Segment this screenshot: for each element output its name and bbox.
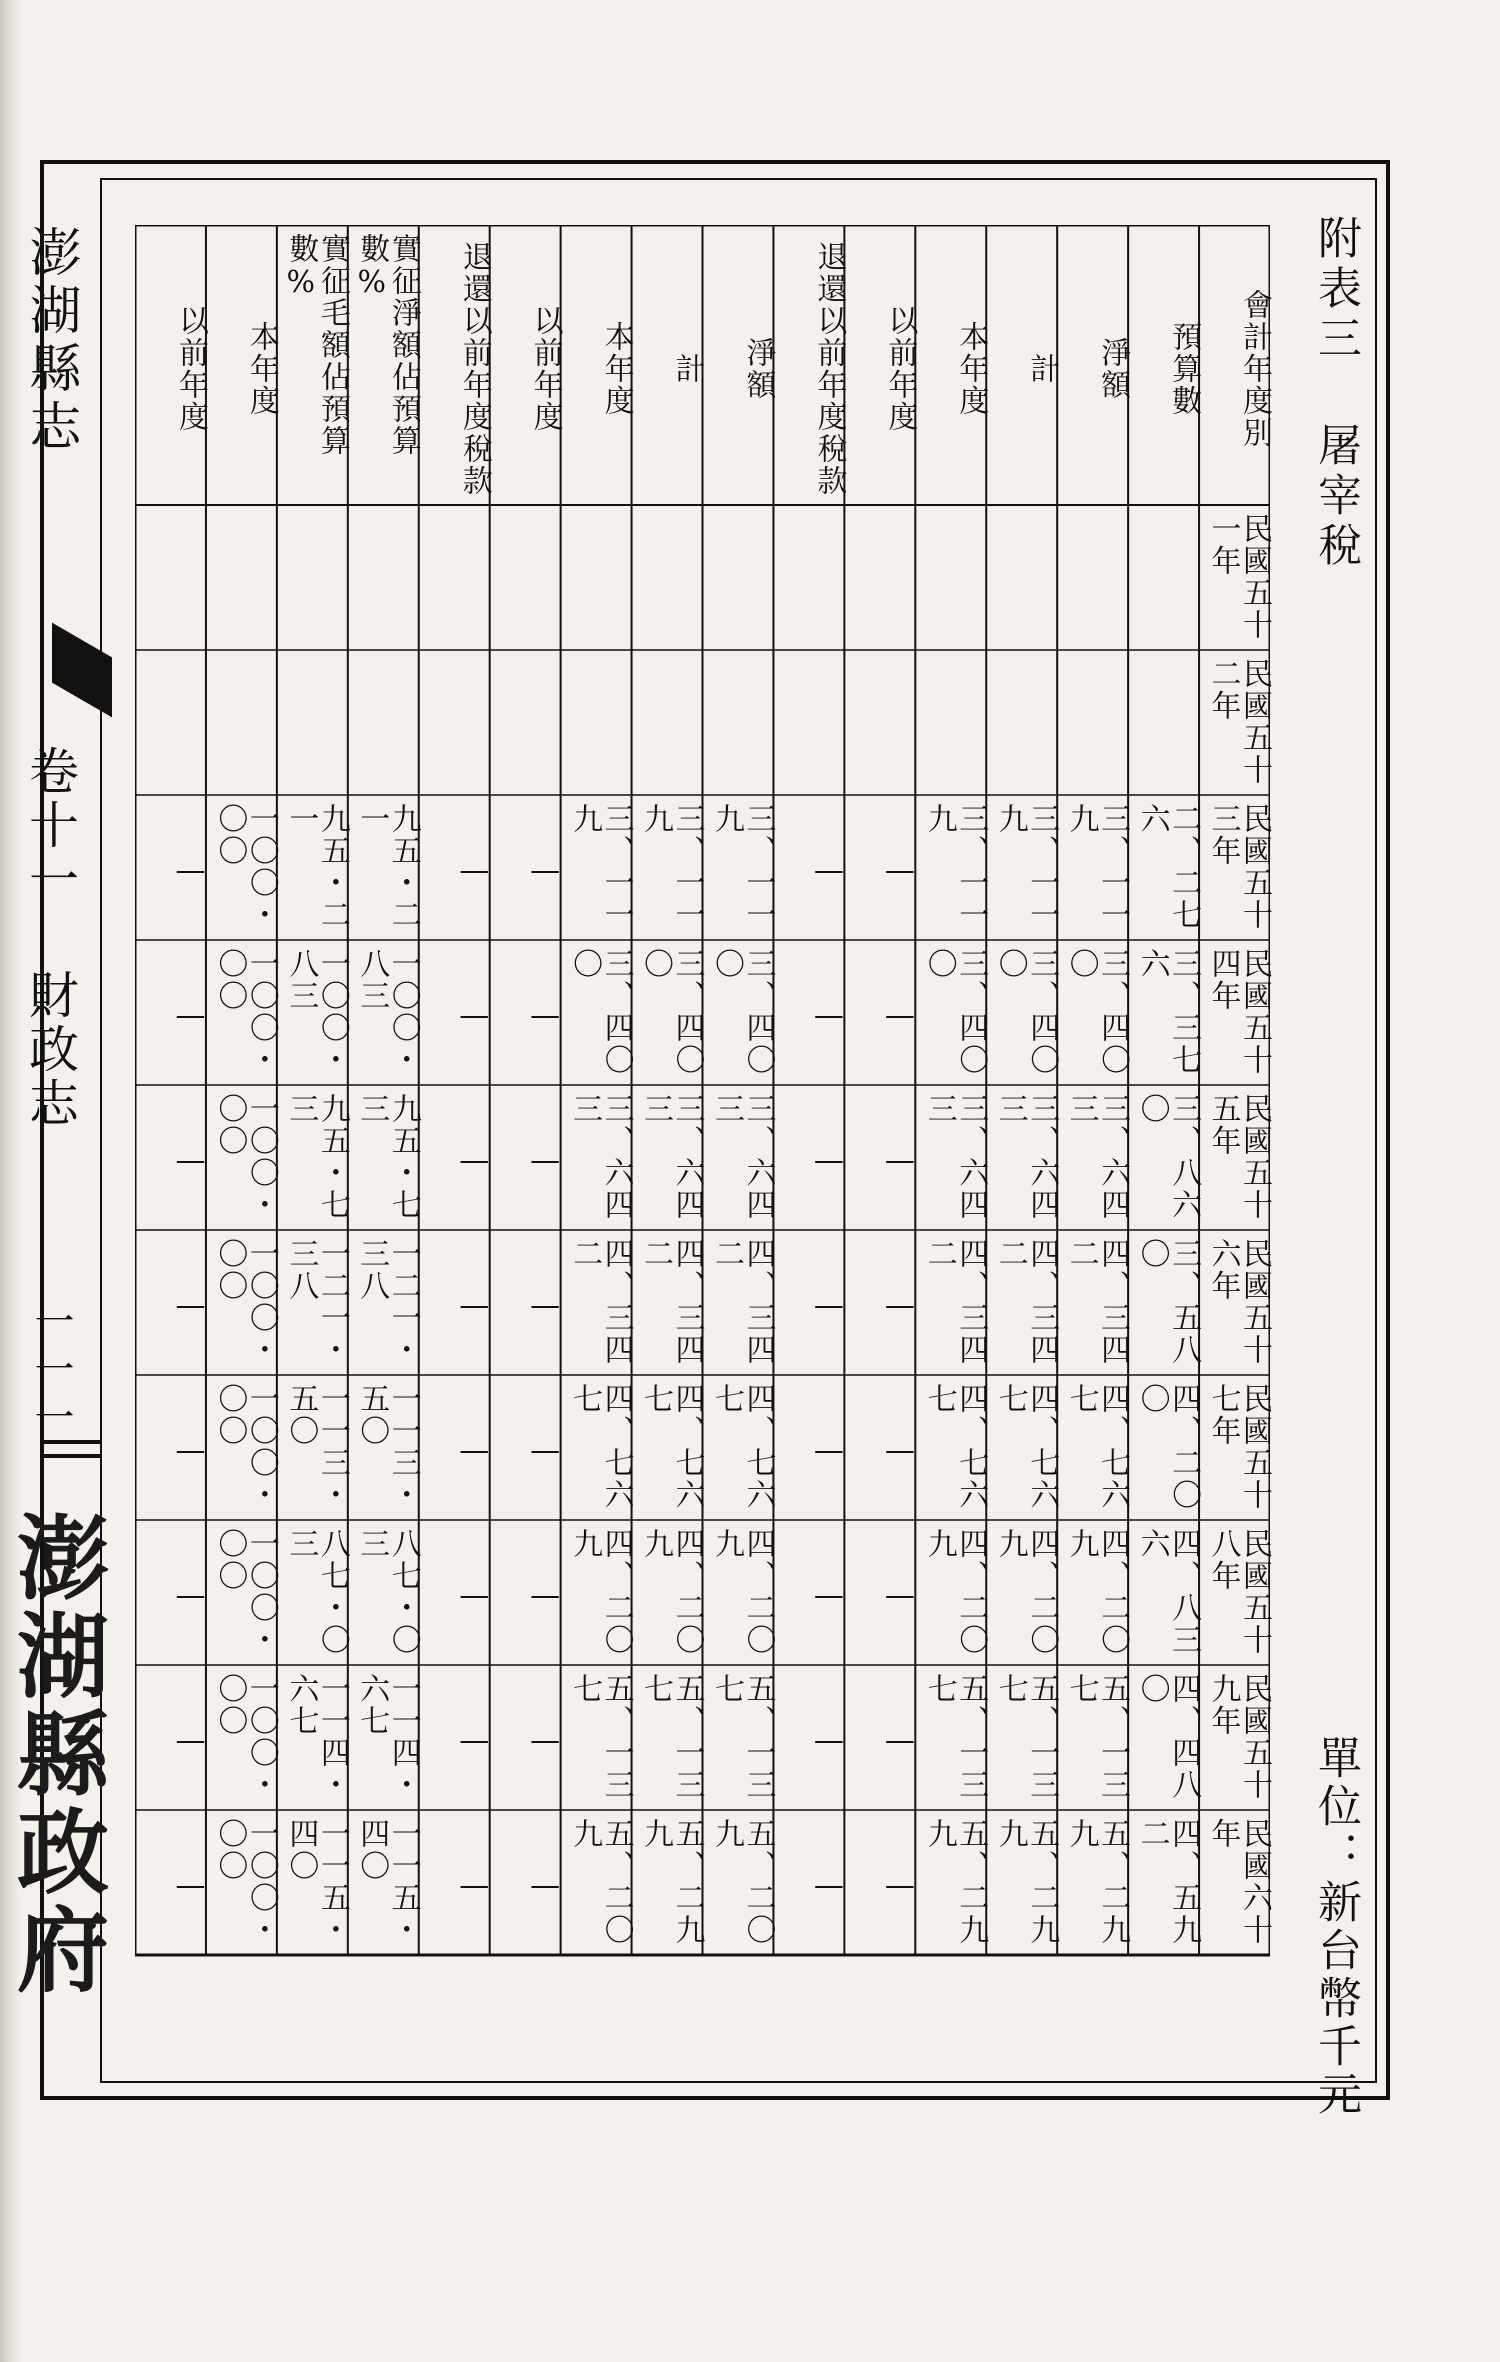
table-cell: 四、二〇九 bbox=[1063, 1528, 1131, 1656]
unit-label: 單位：新台幣千元 bbox=[1310, 1735, 1361, 2119]
table-cell: 一〇〇・〇〇 bbox=[212, 1528, 279, 1656]
table-cell: — bbox=[172, 1288, 208, 1325]
table-cell: 三、三七六 bbox=[1134, 948, 1202, 1076]
table-cell: — bbox=[811, 998, 847, 1035]
table-cell: 四、二〇九 bbox=[992, 1528, 1060, 1656]
table-cell bbox=[135, 650, 206, 795]
table-cell: — bbox=[882, 998, 918, 1035]
table-cell: 三、六四三 bbox=[992, 1093, 1060, 1221]
table-cell: 三、五八〇 bbox=[1134, 1238, 1202, 1366]
table-cell bbox=[419, 650, 490, 795]
table-cell: — bbox=[456, 853, 492, 890]
table-cell: — bbox=[527, 1143, 563, 1180]
table-cell: — bbox=[882, 1433, 918, 1470]
table-cell: 一一五・四〇 bbox=[354, 1818, 421, 1946]
table-cell: — bbox=[811, 1578, 847, 1615]
table-cell: 五、一三七 bbox=[992, 1673, 1060, 1801]
table-heading: 附表三 屠宰稅 bbox=[1310, 215, 1361, 572]
table-cell bbox=[915, 650, 986, 795]
table-cell: 四、三四二 bbox=[567, 1238, 634, 1366]
table-cell: 三、六四三 bbox=[708, 1093, 776, 1221]
header-assessed_gross_current: 本年度 bbox=[953, 321, 989, 417]
table-cell: 三、四〇〇 bbox=[708, 948, 776, 1076]
table-cell: 一一四・六七 bbox=[354, 1673, 421, 1801]
table-cell: 三、一一九 bbox=[708, 803, 776, 931]
table-cell: 五、一三七 bbox=[638, 1673, 705, 1801]
table-cell bbox=[986, 505, 1057, 650]
table-cell: 一〇〇・八三 bbox=[283, 948, 350, 1076]
table-cell bbox=[206, 650, 277, 795]
margin-double-rule bbox=[40, 1440, 100, 1458]
tax-table bbox=[135, 225, 1270, 2115]
table-cell: 一〇〇・〇〇 bbox=[212, 1383, 279, 1511]
table-cell: — bbox=[811, 1143, 847, 1180]
table-cell: 八七・〇三 bbox=[283, 1528, 350, 1656]
table-cell: 三、一一九 bbox=[992, 803, 1060, 931]
table-cell: — bbox=[172, 1143, 208, 1180]
table-cell: 九五・二一 bbox=[354, 803, 421, 931]
table-cell: 二、二七六 bbox=[1134, 803, 1202, 931]
table-cell: 一一五・四〇 bbox=[283, 1818, 350, 1946]
table-cell bbox=[915, 505, 986, 650]
table-cell: — bbox=[527, 1723, 563, 1760]
table-cell: 五、二九九 bbox=[1063, 1818, 1131, 1946]
volume-title: 卷十一 財政志 bbox=[21, 745, 79, 1131]
table-cell: 三、一一九 bbox=[921, 803, 989, 931]
table-cell: 四、三四二 bbox=[992, 1238, 1060, 1366]
table-cell: 三、一一九 bbox=[567, 803, 634, 931]
table-cell: 五、一三七 bbox=[1063, 1673, 1131, 1801]
table-cell: — bbox=[882, 1143, 918, 1180]
table-cell bbox=[773, 505, 844, 650]
table-cell: 四、三四二 bbox=[708, 1238, 776, 1366]
table-cell bbox=[135, 505, 206, 650]
table-cell: 三、八六〇 bbox=[1134, 1093, 1202, 1221]
table-cell: 民國五十三年 bbox=[1205, 803, 1272, 931]
table-cell bbox=[561, 505, 632, 650]
table-cell: — bbox=[527, 998, 563, 1035]
table-cell: 一一三・五〇 bbox=[283, 1383, 350, 1511]
table-cell: — bbox=[527, 1433, 563, 1470]
table-cell: 民國六十年 bbox=[1205, 1818, 1272, 1946]
header-collected_refund: 退還以前年度稅款 bbox=[456, 241, 492, 497]
table-cell bbox=[561, 650, 632, 795]
table-cell: — bbox=[456, 1433, 492, 1470]
table-cell: 民國五十五年 bbox=[1205, 1093, 1272, 1221]
table-cell bbox=[348, 650, 419, 795]
table-cell: — bbox=[527, 1288, 563, 1325]
table-cell bbox=[277, 505, 348, 650]
table-cell: — bbox=[172, 998, 208, 1035]
header-gross_pct: 實征毛額佔預算數% bbox=[283, 233, 350, 457]
table-cell: 三、四〇〇 bbox=[567, 948, 634, 1076]
table-cell: 五、二〇九 bbox=[567, 1818, 634, 1946]
header-collected_gross_current: 本年度 bbox=[598, 321, 634, 417]
table-cell: 四、二〇〇 bbox=[1134, 1383, 1202, 1511]
table-cell: 一〇〇・〇〇 bbox=[212, 1238, 279, 1366]
table-cell: 四、七六七 bbox=[921, 1383, 989, 1511]
table-cell bbox=[632, 505, 703, 650]
table-cell: 三、六四三 bbox=[567, 1093, 634, 1221]
table-cell: 五、一三七 bbox=[567, 1673, 634, 1801]
header-budget: 預算數 bbox=[1166, 321, 1202, 417]
table-cell bbox=[277, 650, 348, 795]
table-cell: 八七・〇三 bbox=[354, 1528, 421, 1656]
table-cell: 一〇〇・〇〇 bbox=[212, 803, 279, 931]
table-cell: — bbox=[527, 1868, 563, 1905]
table-cell: 九五・二一 bbox=[283, 803, 350, 931]
table-cell bbox=[1128, 505, 1199, 650]
table-cell: — bbox=[172, 1868, 208, 1905]
table-cell: — bbox=[811, 1288, 847, 1325]
table-cell: — bbox=[882, 1578, 918, 1615]
table-cell: — bbox=[811, 1723, 847, 1760]
table-cell: — bbox=[172, 1433, 208, 1470]
table-cell: 四、七六七 bbox=[638, 1383, 705, 1511]
table-cell: 四、四八〇 bbox=[1134, 1673, 1202, 1801]
table-cell: — bbox=[456, 998, 492, 1035]
table-cell: — bbox=[527, 853, 563, 890]
header-collected_gross_total: 計 bbox=[669, 353, 705, 385]
table-cell: 一一三・五〇 bbox=[354, 1383, 421, 1511]
table-cell: 五、二九九 bbox=[992, 1818, 1060, 1946]
table-cell: 一二一・三八 bbox=[283, 1238, 350, 1366]
table-cell: 一〇〇・〇〇 bbox=[212, 1673, 279, 1801]
table-cell bbox=[986, 650, 1057, 795]
table-cell: 九五・七三 bbox=[283, 1093, 350, 1221]
table-cell bbox=[348, 505, 419, 650]
table-cell: — bbox=[882, 853, 918, 890]
table-cell: 四、七六七 bbox=[1063, 1383, 1131, 1511]
header-gross_vs_assessed_current: 本年度 bbox=[243, 321, 279, 417]
table-cell bbox=[490, 505, 561, 650]
table-cell: — bbox=[172, 1723, 208, 1760]
table-cell bbox=[1128, 650, 1199, 795]
table-cell bbox=[490, 650, 561, 795]
table-cell: 三、六四三 bbox=[638, 1093, 705, 1221]
header-assessed_refund: 退還以前年度稅款 bbox=[811, 241, 847, 497]
header-collected_net: 淨額 bbox=[740, 337, 776, 401]
table-cell: 四、七六七 bbox=[992, 1383, 1060, 1511]
table-cell: 五、一三七 bbox=[921, 1673, 989, 1801]
table-cell: — bbox=[456, 1288, 492, 1325]
table-cell: 一二一・三八 bbox=[354, 1238, 421, 1366]
table-cell bbox=[632, 650, 703, 795]
header-assessed_gross_total: 計 bbox=[1024, 353, 1060, 385]
table-cell bbox=[1057, 650, 1128, 795]
table-cell: 五、一三七 bbox=[708, 1673, 776, 1801]
table-cell: — bbox=[172, 1578, 208, 1615]
table-cell: 民國五十六年 bbox=[1205, 1238, 1272, 1366]
table-cell: 四、三四二 bbox=[1063, 1238, 1131, 1366]
table-cell: 一〇〇・〇〇 bbox=[212, 1093, 279, 1221]
table-cell: 四、三四二 bbox=[638, 1238, 705, 1366]
table-cell: 四、二〇九 bbox=[708, 1528, 776, 1656]
table-cell: 民國五十二年 bbox=[1205, 658, 1272, 786]
header-assessed_net: 淨額 bbox=[1095, 337, 1131, 401]
table-cell: 九五・七三 bbox=[354, 1093, 421, 1221]
table-cell bbox=[419, 505, 490, 650]
table-cell: 三、一一九 bbox=[638, 803, 705, 931]
table-cell: 三、六四三 bbox=[921, 1093, 989, 1221]
table-cell bbox=[206, 505, 277, 650]
table-cell: 五、二九九 bbox=[638, 1818, 705, 1946]
table-cell: 民國五十八年 bbox=[1205, 1528, 1272, 1656]
table-cell: 三、四〇〇 bbox=[921, 948, 989, 1076]
table-cell bbox=[773, 650, 844, 795]
table-cell bbox=[703, 505, 774, 650]
table-cell: — bbox=[882, 1868, 918, 1905]
table-cell: 一〇〇・〇〇 bbox=[212, 1818, 279, 1946]
table-cell: 一〇〇・〇〇 bbox=[212, 948, 279, 1076]
table-cell: 五、二〇九 bbox=[708, 1818, 776, 1946]
table-cell: — bbox=[456, 1868, 492, 1905]
table-cell: — bbox=[456, 1723, 492, 1760]
table-cell: — bbox=[811, 853, 847, 890]
table-cell bbox=[1057, 505, 1128, 650]
table-cell: 三、四〇〇 bbox=[1063, 948, 1131, 1076]
table-cell: 三、六四三 bbox=[1063, 1093, 1131, 1221]
table-cell: 民國五十七年 bbox=[1205, 1383, 1272, 1511]
table-cell: — bbox=[172, 853, 208, 890]
table-cell: 民國五十九年 bbox=[1205, 1673, 1272, 1801]
page-number: 一一一 bbox=[28, 1300, 74, 1444]
table-cell: — bbox=[456, 1578, 492, 1615]
table-cell: 民國五十一年 bbox=[1205, 513, 1272, 641]
table-cell: 四、二〇九 bbox=[567, 1528, 634, 1656]
header-assessed_gross_prior: 以前年度 bbox=[882, 305, 918, 433]
table-cell: 四、二〇九 bbox=[921, 1528, 989, 1656]
table-cell: 民國五十四年 bbox=[1205, 948, 1272, 1076]
book-title: 澎湖縣志 bbox=[20, 225, 80, 457]
table-cell: 四、七六七 bbox=[708, 1383, 776, 1511]
table-cell bbox=[844, 505, 915, 650]
table-cell: 四、八三六 bbox=[1134, 1528, 1202, 1656]
table-cell: — bbox=[456, 1143, 492, 1180]
table-cell: — bbox=[527, 1578, 563, 1615]
table-cell: 五、二九九 bbox=[921, 1818, 989, 1946]
table-cell: — bbox=[811, 1868, 847, 1905]
header-collected_gross_prior: 以前年度 bbox=[527, 305, 563, 433]
header-gross_vs_assessed_prior: 以前年度 bbox=[172, 305, 208, 433]
table-cell: 一〇〇・八三 bbox=[354, 948, 421, 1076]
table-cell: 四、七六七 bbox=[567, 1383, 634, 1511]
table-cell: 四、二〇九 bbox=[638, 1528, 705, 1656]
table-cell: 三、一一九 bbox=[1063, 803, 1131, 931]
table-cell: 三、四〇〇 bbox=[992, 948, 1060, 1076]
table-cell: — bbox=[811, 1433, 847, 1470]
header-net_pct: 實征淨額佔預算數% bbox=[354, 233, 421, 457]
table-cell: 四、五九二 bbox=[1134, 1818, 1202, 1946]
table-cell bbox=[703, 650, 774, 795]
table-cell: — bbox=[882, 1288, 918, 1325]
header-year: 會計年度別 bbox=[1237, 289, 1272, 449]
table-cell: — bbox=[882, 1723, 918, 1760]
table-cell: 一一四・六七 bbox=[283, 1673, 350, 1801]
table-cell bbox=[844, 650, 915, 795]
table-cell: 三、四〇〇 bbox=[638, 948, 705, 1076]
table-cell: 四、三四二 bbox=[921, 1238, 989, 1366]
publisher-stamp: 澎湖縣政府 bbox=[2, 1510, 110, 2000]
